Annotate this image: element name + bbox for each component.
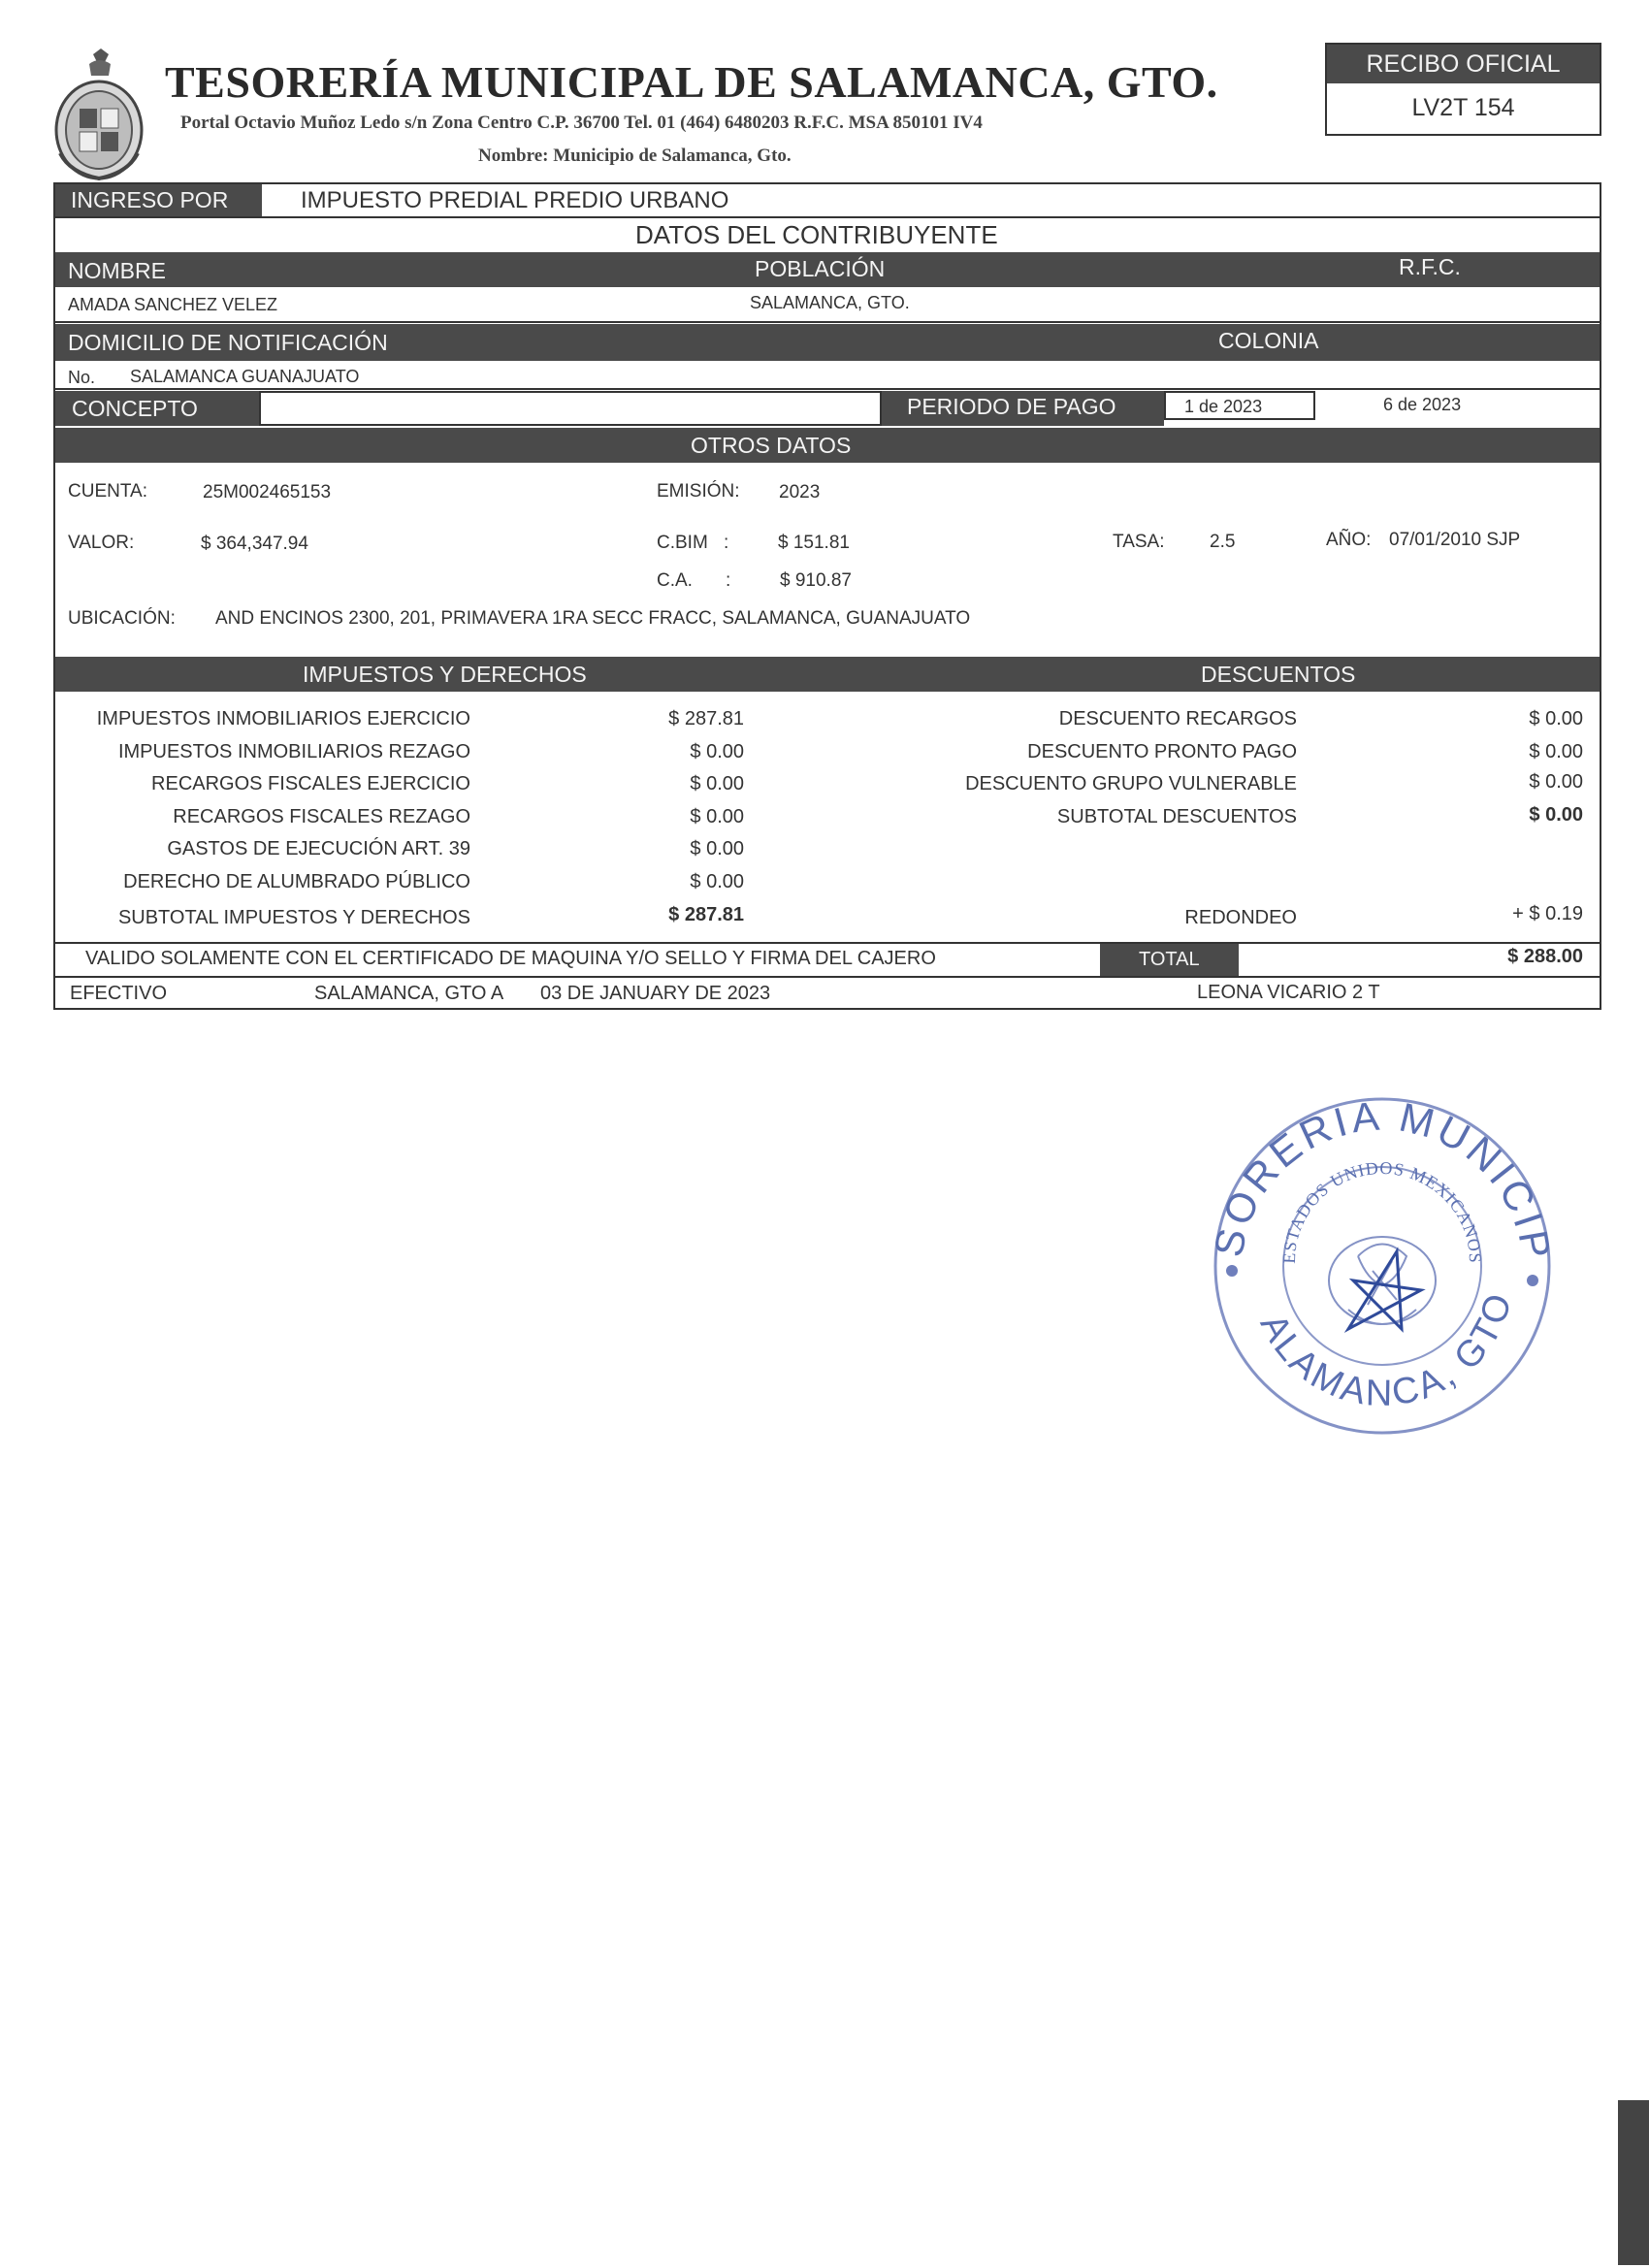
cbim-label: C.BIM xyxy=(657,533,708,553)
lugar-text: SALAMANCA, GTO A xyxy=(314,983,504,1004)
ingreso-value: IMPUESTO PREDIAL PREDIO URBANO xyxy=(301,187,729,213)
fecha-text: 03 DE JANUARY DE 2023 xyxy=(540,983,771,1004)
redondeo-value: + $ 0.19 xyxy=(1512,903,1583,924)
periodo-hasta: 6 de 2023 xyxy=(1383,395,1462,414)
impuesto-row-value: $ 0.00 xyxy=(690,871,744,892)
impuestos-subtotal-label: SUBTOTAL IMPUESTOS Y DERECHOS xyxy=(117,907,470,928)
cajero-text: LEONA VICARIO 2 T xyxy=(1197,982,1380,1003)
domicilio-value: SALAMANCA GUANAJUATO xyxy=(130,367,360,386)
impuesto-row-value: $ 0.00 xyxy=(690,741,744,762)
descuento-row-label: DESCUENTO PRONTO PAGO xyxy=(1027,741,1297,762)
anio-value: 07/01/2010 SJP xyxy=(1389,530,1521,550)
periodo-label: PERIODO DE PAGO xyxy=(907,394,1116,419)
descuentos-subtotal-label: SUBTOTAL DESCUENTOS xyxy=(1056,806,1297,827)
emision-label: EMISIÓN: xyxy=(657,481,740,502)
anio-label: AÑO: xyxy=(1326,530,1372,550)
stamp-bottom-text: ALAMANCA, GTO xyxy=(1251,1286,1521,1414)
emision-value: 2023 xyxy=(779,482,821,502)
impuestos-header-bar xyxy=(55,657,1600,692)
impuesto-row-label: IMPUESTOS INMOBILIARIOS EJERCICIO xyxy=(96,708,470,729)
contribuyente-title: DATOS DEL CONTRIBUYENTE xyxy=(635,220,998,249)
concepto-label: CONCEPTO xyxy=(72,396,198,421)
impuesto-row-label: RECARGOS FISCALES EJERCICIO xyxy=(151,773,470,794)
descuento-row-value: $ 0.00 xyxy=(1529,708,1583,729)
ca-sep: : xyxy=(726,570,731,591)
impuestos-subtotal-value: $ 287.81 xyxy=(668,904,744,925)
tasa-label: TASA: xyxy=(1113,532,1165,552)
header-address: Portal Octavio Muñoz Ledo s/n Zona Centro C.P. 36700 Tel. 01 (464) 6480203 R.F.C. MSA 850101 IV4 xyxy=(180,113,983,133)
descuento-row-value: $ 0.00 xyxy=(1529,741,1583,762)
descuentos-title: DESCUENTOS xyxy=(1201,662,1356,687)
otros-title: OTROS DATOS xyxy=(691,433,852,458)
impuesto-row-label: GASTOS DE EJECUCIÓN ART. 39 xyxy=(167,838,470,859)
impuesto-row-label: IMPUESTOS INMOBILIARIOS REZAGO xyxy=(117,741,470,762)
cuenta-value: 25M002465153 xyxy=(203,482,332,502)
valor-label: VALOR: xyxy=(68,533,135,553)
nombre-label: NOMBRE xyxy=(68,258,166,283)
impuesto-row-value: $ 287.81 xyxy=(668,708,744,729)
municipal-crest-icon xyxy=(50,47,147,182)
ubicacion-label: UBICACIÓN: xyxy=(68,608,176,629)
impuesto-row-value: $ 0.00 xyxy=(690,773,744,794)
receipt-number: LV2T 154 xyxy=(1411,94,1515,121)
descuento-row-label: DESCUENTO RECARGOS xyxy=(1058,708,1297,729)
concepto-value-cell xyxy=(259,391,882,426)
impuestos-title: IMPUESTOS Y DERECHOS xyxy=(303,662,587,687)
cuenta-label: CUENTA: xyxy=(68,481,147,502)
rfc-label: R.F.C. xyxy=(1399,254,1461,279)
cbim-value: $ 151.81 xyxy=(778,533,850,553)
receipt-box xyxy=(1325,43,1601,136)
stamp-inner-text: ESTADOS UNIDOS MEXICANOS xyxy=(1278,1157,1486,1264)
descuento-row-label: DESCUENTO GRUPO VULNERABLE xyxy=(965,773,1297,794)
valido-text: VALIDO SOLAMENTE CON EL CERTIFICADO DE MAQUINA Y/O SELLO Y FIRMA DEL CAJERO xyxy=(85,948,936,969)
nombre-value: AMADA SANCHEZ VELEZ xyxy=(68,295,278,314)
svg-text:ESTADOS UNIDOS MEXICANOS xyxy=(1279,1158,1485,1264)
redondeo-label: REDONDEO xyxy=(1184,907,1297,928)
domicilio-label: DOMICILIO DE NOTIFICACIÓN xyxy=(68,330,388,355)
colonia-label: COLONIA xyxy=(1218,328,1319,353)
ca-label: C.A. xyxy=(657,570,693,591)
total-value: $ 288.00 xyxy=(1507,946,1583,967)
official-stamp xyxy=(1203,1086,1562,1445)
scan-edge-mark xyxy=(1618,2100,1649,2265)
poblacion-label: POBLACIÓN xyxy=(755,256,886,281)
impuesto-row-value: $ 0.00 xyxy=(690,806,744,827)
impuesto-row-label: RECARGOS FISCALES REZAGO xyxy=(173,806,470,827)
cbim-sep: : xyxy=(724,533,729,553)
page-title: TESORERÍA MUNICIPAL DE SALAMANCA, GTO. xyxy=(165,57,1218,107)
ingreso-label: INGRESO POR xyxy=(71,187,229,212)
ca-value: $ 910.87 xyxy=(780,570,852,591)
receipt-label: RECIBO OFICIAL xyxy=(1327,45,1600,83)
impuesto-row-value: $ 0.00 xyxy=(690,838,744,859)
stamp-outer-text: SORERIA MUNICIP xyxy=(1205,1092,1560,1263)
efectivo-text: EFECTIVO xyxy=(70,983,168,1004)
poblacion-value: SALAMANCA, GTO. xyxy=(750,293,910,312)
descuento-row-value: $ 0.00 xyxy=(1529,771,1583,793)
total-label: TOTAL xyxy=(1139,949,1200,970)
impuesto-row-label: DERECHO DE ALUMBRADO PÚBLICO xyxy=(123,871,470,892)
valor-value: $ 364,347.94 xyxy=(201,534,308,554)
header-nombre: Nombre: Municipio de Salamanca, Gto. xyxy=(478,146,792,166)
ubicacion-value: AND ENCINOS 2300, 201, PRIMAVERA 1RA SECC FRACC, SALAMANCA, GUANAJUATO xyxy=(215,608,971,629)
descuentos-subtotal-value: $ 0.00 xyxy=(1529,804,1583,826)
periodo-desde: 1 de 2023 xyxy=(1184,397,1263,416)
tasa-value: 2.5 xyxy=(1210,532,1236,552)
no-label: No. xyxy=(68,368,96,387)
